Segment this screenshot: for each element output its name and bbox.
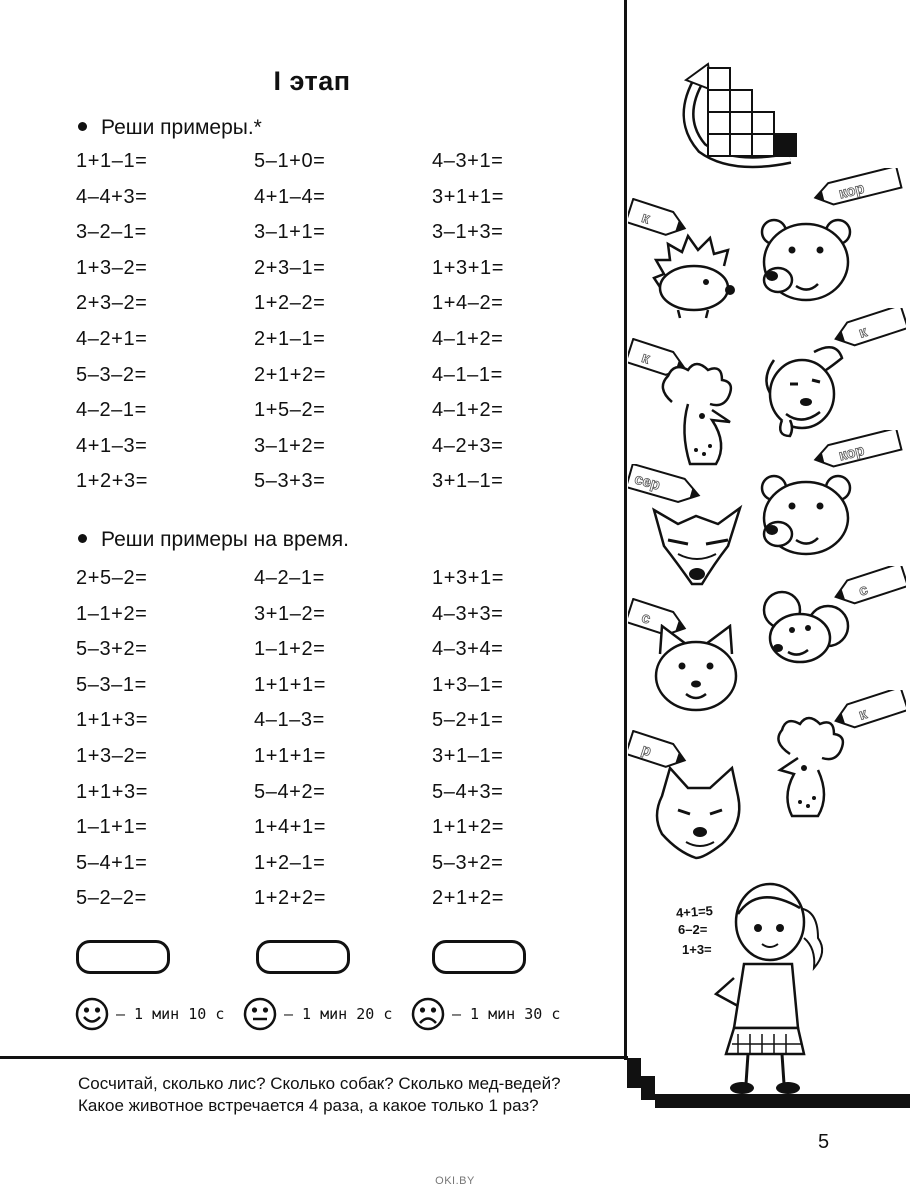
math-problem: 1+2–2= (254, 292, 326, 315)
math-problem: 2+5–2= (76, 567, 148, 589)
fox-icon (648, 764, 750, 862)
math-problem: 1+1+3= (76, 709, 149, 732)
math-problem: 3+1–1= (432, 470, 504, 493)
math-problem: 3+1+1= (432, 185, 505, 208)
answer-box[interactable] (432, 940, 526, 974)
math-problem: 2+1+2= (254, 363, 327, 386)
math-problem: 4–4+3= (76, 185, 148, 208)
page-divider-horizontal (0, 1056, 628, 1059)
timer-label: — 1 мин 20 с (284, 1005, 393, 1023)
math-problem: 4–2–1= (254, 567, 325, 589)
svg-text:1+3=: 1+3= (682, 942, 712, 957)
math-problem: 4–1–3= (254, 709, 325, 732)
math-problem: 1–1+2= (254, 638, 326, 661)
math-problem: 2+1–1= (254, 327, 326, 350)
page-title: I этап (273, 66, 351, 96)
svg-text:с: с (856, 581, 870, 600)
math-problem: 1+4–2= (432, 292, 504, 315)
rooster-icon (760, 712, 856, 822)
math-problem: 1+3–2= (76, 256, 148, 279)
stair-border (627, 1058, 641, 1088)
math-problem: 4–3+4= (432, 638, 504, 661)
task-heading-2 (78, 528, 349, 552)
math-problem: 1+1+2= (432, 816, 505, 839)
question-text: Сосчитай, сколько лис? Сколько собак? Сколько мед-ведей? Какое животное встречается 4 раза, а какое только 1 раз? (78, 1074, 561, 1115)
math-problem: 5–3+3= (254, 470, 326, 493)
cat-icon (648, 624, 744, 714)
math-problem: 5–4+1= (76, 851, 148, 874)
svg-text:сер: сер (632, 470, 663, 494)
math-problem: 3–2–1= (76, 221, 147, 244)
math-problem: 1+1–1= (76, 150, 148, 172)
math-problem: 3–1+1= (254, 221, 326, 244)
task-heading-1 (78, 116, 262, 140)
math-problem: 4+1–4= (254, 185, 326, 208)
svg-text:с: с (639, 609, 653, 628)
svg-text:к: к (856, 705, 870, 724)
svg-text:к: к (856, 323, 870, 342)
math-problem: 5–4+2= (254, 780, 326, 803)
math-problem: 1+2+2= (254, 887, 327, 910)
math-problem: 4–2+1= (76, 327, 148, 350)
svg-text:р: р (639, 741, 654, 761)
math-problem: 1+1+1= (254, 744, 327, 767)
svg-text:к: к (639, 209, 652, 228)
timer-happy (74, 996, 224, 1032)
math-problem: 3–1+3= (432, 221, 504, 244)
watermark: OKI.BY (435, 1175, 475, 1187)
neutral-face-icon (242, 996, 278, 1032)
math-problem: 3+1–2= (254, 602, 326, 625)
bear-icon (752, 210, 856, 306)
math-problem: 4–3+1= (432, 150, 504, 172)
math-problem: 1+4+1= (254, 816, 327, 839)
math-problem: 1+2–1= (254, 851, 326, 874)
mouse-icon (758, 586, 854, 672)
page-number: 5 (818, 1131, 830, 1153)
svg-text:6–2=: 6–2= (678, 922, 708, 937)
math-problem: 5–2–2= (76, 887, 147, 910)
math-problem: 2+3–1= (254, 256, 326, 279)
math-problem: 1+3–1= (432, 673, 504, 696)
math-problem: 4–1–1= (432, 363, 503, 386)
problems-grid-1 (76, 146, 610, 502)
math-problem: 4–3+3= (432, 602, 504, 625)
answer-box[interactable] (256, 940, 350, 974)
math-problem: 1+3+1= (432, 567, 505, 589)
svg-text:кор: кор (837, 179, 867, 203)
math-problem: 4–1+2= (432, 327, 504, 350)
math-problem: 5–3+2= (76, 638, 148, 661)
math-problem: 2+1+2= (432, 887, 505, 910)
svg-text:4+1=5: 4+1=5 (675, 902, 714, 921)
svg-text:кор: кор (837, 441, 867, 465)
bullet-icon (78, 122, 87, 131)
math-problem: 3+1–1= (432, 744, 504, 767)
math-problem: 1+3+1= (432, 256, 505, 279)
dog-icon (760, 340, 850, 444)
math-problem: 1+3–2= (76, 744, 148, 767)
stair-border (641, 1076, 655, 1100)
problems-grid-2 (76, 563, 610, 919)
math-problem: 5–2+1= (432, 709, 504, 732)
pencil-icon (812, 168, 904, 206)
svg-text:к: к (639, 349, 652, 368)
rooster-icon (650, 358, 750, 470)
math-problem: 4+1–3= (76, 434, 148, 457)
math-problem: 3–1+2= (254, 434, 326, 457)
math-problem: 4–1+2= (432, 399, 504, 422)
bear-icon (752, 470, 856, 560)
sad-face-icon (410, 996, 446, 1032)
math-problem: 5–1+0= (254, 150, 326, 172)
fox-icon (648, 494, 746, 590)
math-problem: 1–1+2= (76, 602, 148, 625)
answer-box[interactable] (76, 940, 170, 974)
math-problem: 1+1+3= (76, 780, 149, 803)
task-label: Реши примеры.* (101, 116, 262, 139)
math-problem: 1+1+1= (254, 673, 327, 696)
math-problem: 5–3–1= (76, 673, 147, 696)
bullet-icon (78, 534, 87, 543)
math-problem: 4–2–1= (76, 399, 147, 422)
timer-neutral (242, 996, 392, 1032)
timer-label: — 1 мин 10 с (116, 1005, 225, 1023)
math-problem: 1–1+1= (76, 816, 148, 839)
math-problem: 5–3+2= (432, 851, 504, 874)
stage-symbol-icon (672, 62, 802, 170)
task-label: Реши примеры на время. (101, 528, 349, 551)
girl-illustration (668, 878, 832, 1104)
math-problem: 5–4+3= (432, 780, 504, 803)
timer-label: — 1 мин 30 с (452, 1005, 561, 1023)
math-problem: 1+2+3= (76, 470, 149, 493)
math-problem: 4–2+3= (432, 434, 504, 457)
happy-face-icon (74, 996, 110, 1032)
math-problem: 1+5–2= (254, 399, 326, 422)
math-problem: 2+3–2= (76, 292, 148, 315)
math-problem: 5–3–2= (76, 363, 147, 386)
hedgehog-icon (648, 230, 744, 320)
page-divider-vertical (624, 0, 627, 1060)
timer-sad (410, 996, 560, 1032)
